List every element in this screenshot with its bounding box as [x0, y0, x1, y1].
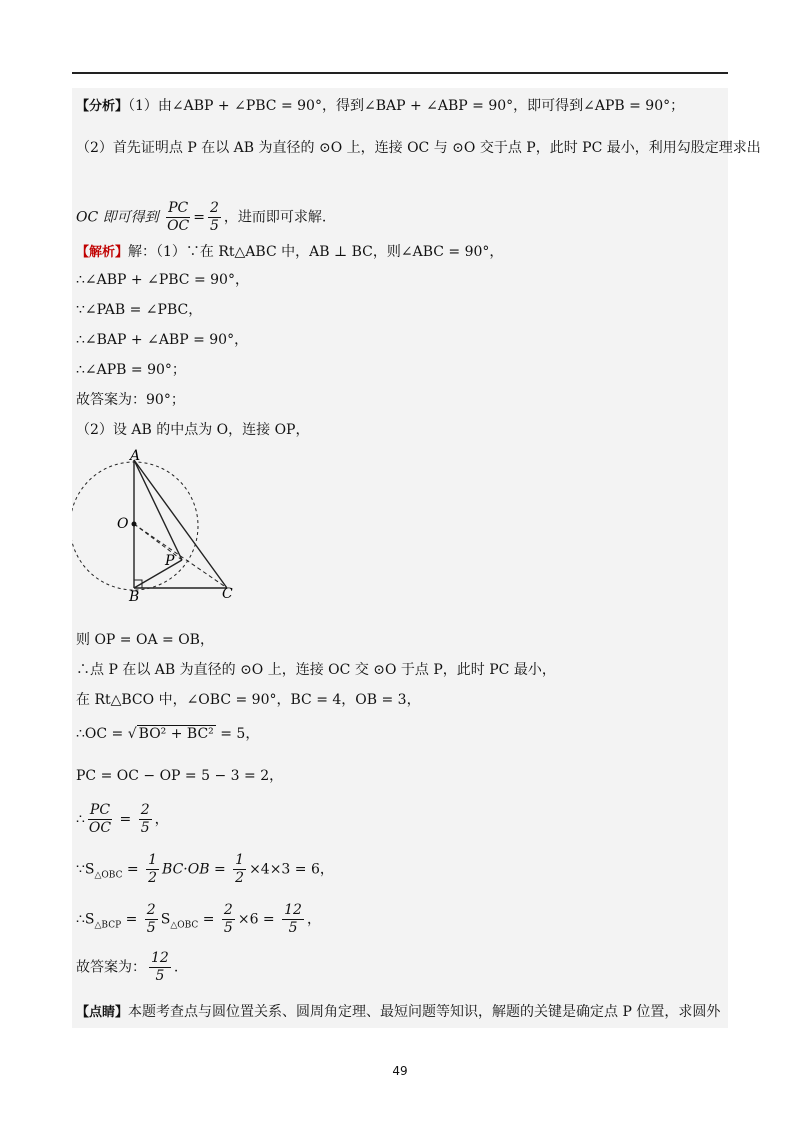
solution-line-2: ∵∠PAB = ∠PBC， [76, 302, 203, 318]
segment-op-dashed [134, 524, 182, 560]
solution-line-6: ∴点 P 在以 AB 为直径的 ⊙O 上，连接 OC 交 ⊙O 于点 P，此时 PC 最小， [76, 662, 556, 678]
solution-line-8: ∴OC = √ BO² + BC² = 5， [76, 726, 260, 742]
solution-line-3: ∴∠BAP + ∠ABP = 90°， [76, 332, 249, 348]
solution-line-7: 在 Rt△BCO 中，∠OBC = 90°，BC = 4，OB = 3， [76, 692, 421, 708]
solution-line-4: ∴∠APB = 90°； [76, 362, 186, 378]
page-number: 49 [392, 1064, 408, 1078]
header-rule [72, 72, 728, 74]
analysis-part2-cont-b: ，进而即可求解. [223, 209, 327, 226]
geometry-figure [72, 448, 236, 604]
solution-intro: 【解析】解：（1）∵在 Rt△ABC 中，AB ⊥ BC，则∠ABC = 90°， [76, 244, 504, 260]
label-o: O [117, 516, 129, 532]
analysis-tag: 【分析】 [76, 99, 129, 114]
analysis-line-2 [76, 138, 761, 158]
fraction-pc-oc: $\frac{PC}{OC}$ [167, 200, 190, 234]
segment-ap [134, 460, 182, 560]
label-p: P [165, 553, 175, 569]
fraction-2-5: $\frac{2}{5}$ [209, 200, 219, 234]
analysis-part1: （1）由∠ABP + ∠PBC = 90°，得到∠BAP + ∠ABP = 90°，即可得到∠APB = 90°； [128, 98, 685, 114]
solution-tag: 【解析】 [76, 245, 129, 260]
segment-bp [134, 560, 182, 588]
solution-line-1: ∴∠ABP + ∠PBC = 90°， [76, 272, 249, 288]
comment-line [76, 1002, 720, 1023]
solution-line-12: $\therefore S_{\triangle BCP}$ = $\frac{2}{5}$ $S_{\triangle OBC}$ = $\frac{2}{5}$ ×6 = $\frac{12}{5}$ ， [76, 902, 321, 936]
part2-intro: （2）设 AB 的中点为 O，连接 OP， [76, 422, 310, 438]
answer-2: 故答案为： $\frac{12}{5}$ . [76, 950, 179, 984]
label-c: C [222, 586, 233, 602]
label-b: B [129, 589, 140, 604]
solution-line-10: ∴ $\frac{PC}{OC}$ = $\frac{2}{5}$ ， [76, 802, 169, 836]
answer-1: 故答案为：90°； [76, 392, 185, 408]
solution-line-5: 则 OP = OA = OB， [76, 632, 214, 648]
comment-text: 本题考查点与圆位置关系、圆周角定理、最短问题等知识，解题的关键是确定点 P 位置，求圆外 [128, 1004, 721, 1020]
segment-oc-dashed [134, 524, 227, 588]
analysis-part2-cont-a: OC 即可得到 [76, 209, 159, 226]
analysis-line-3: OC 即可得到 $\frac{PC}{OC}$ = $\frac{2}{5}$ ，进而即可求解. [76, 200, 327, 234]
analysis-part2: （2）首先证明点 P 在以 AB 为直径的 ⊙O 上，连接 OC 与 ⊙O 交于点 P，此时 PC 最小，利用勾股定理求出 [76, 140, 761, 156]
point-o [132, 522, 137, 527]
analysis-line-1 [76, 96, 684, 117]
solution-line-11: $\because S_{\triangle OBC}$ = $\frac{1}{2}$ BC·OB = $\frac{1}{2}$ ×4×3 = 6， [76, 852, 334, 886]
geometry-diagram [72, 448, 236, 604]
segment-ac [134, 460, 227, 588]
label-a: A [130, 448, 141, 464]
solution-line-9: PC = OC − OP = 5 − 3 = 2， [76, 768, 284, 784]
comment-tag: 【点睛】 [76, 1005, 129, 1020]
